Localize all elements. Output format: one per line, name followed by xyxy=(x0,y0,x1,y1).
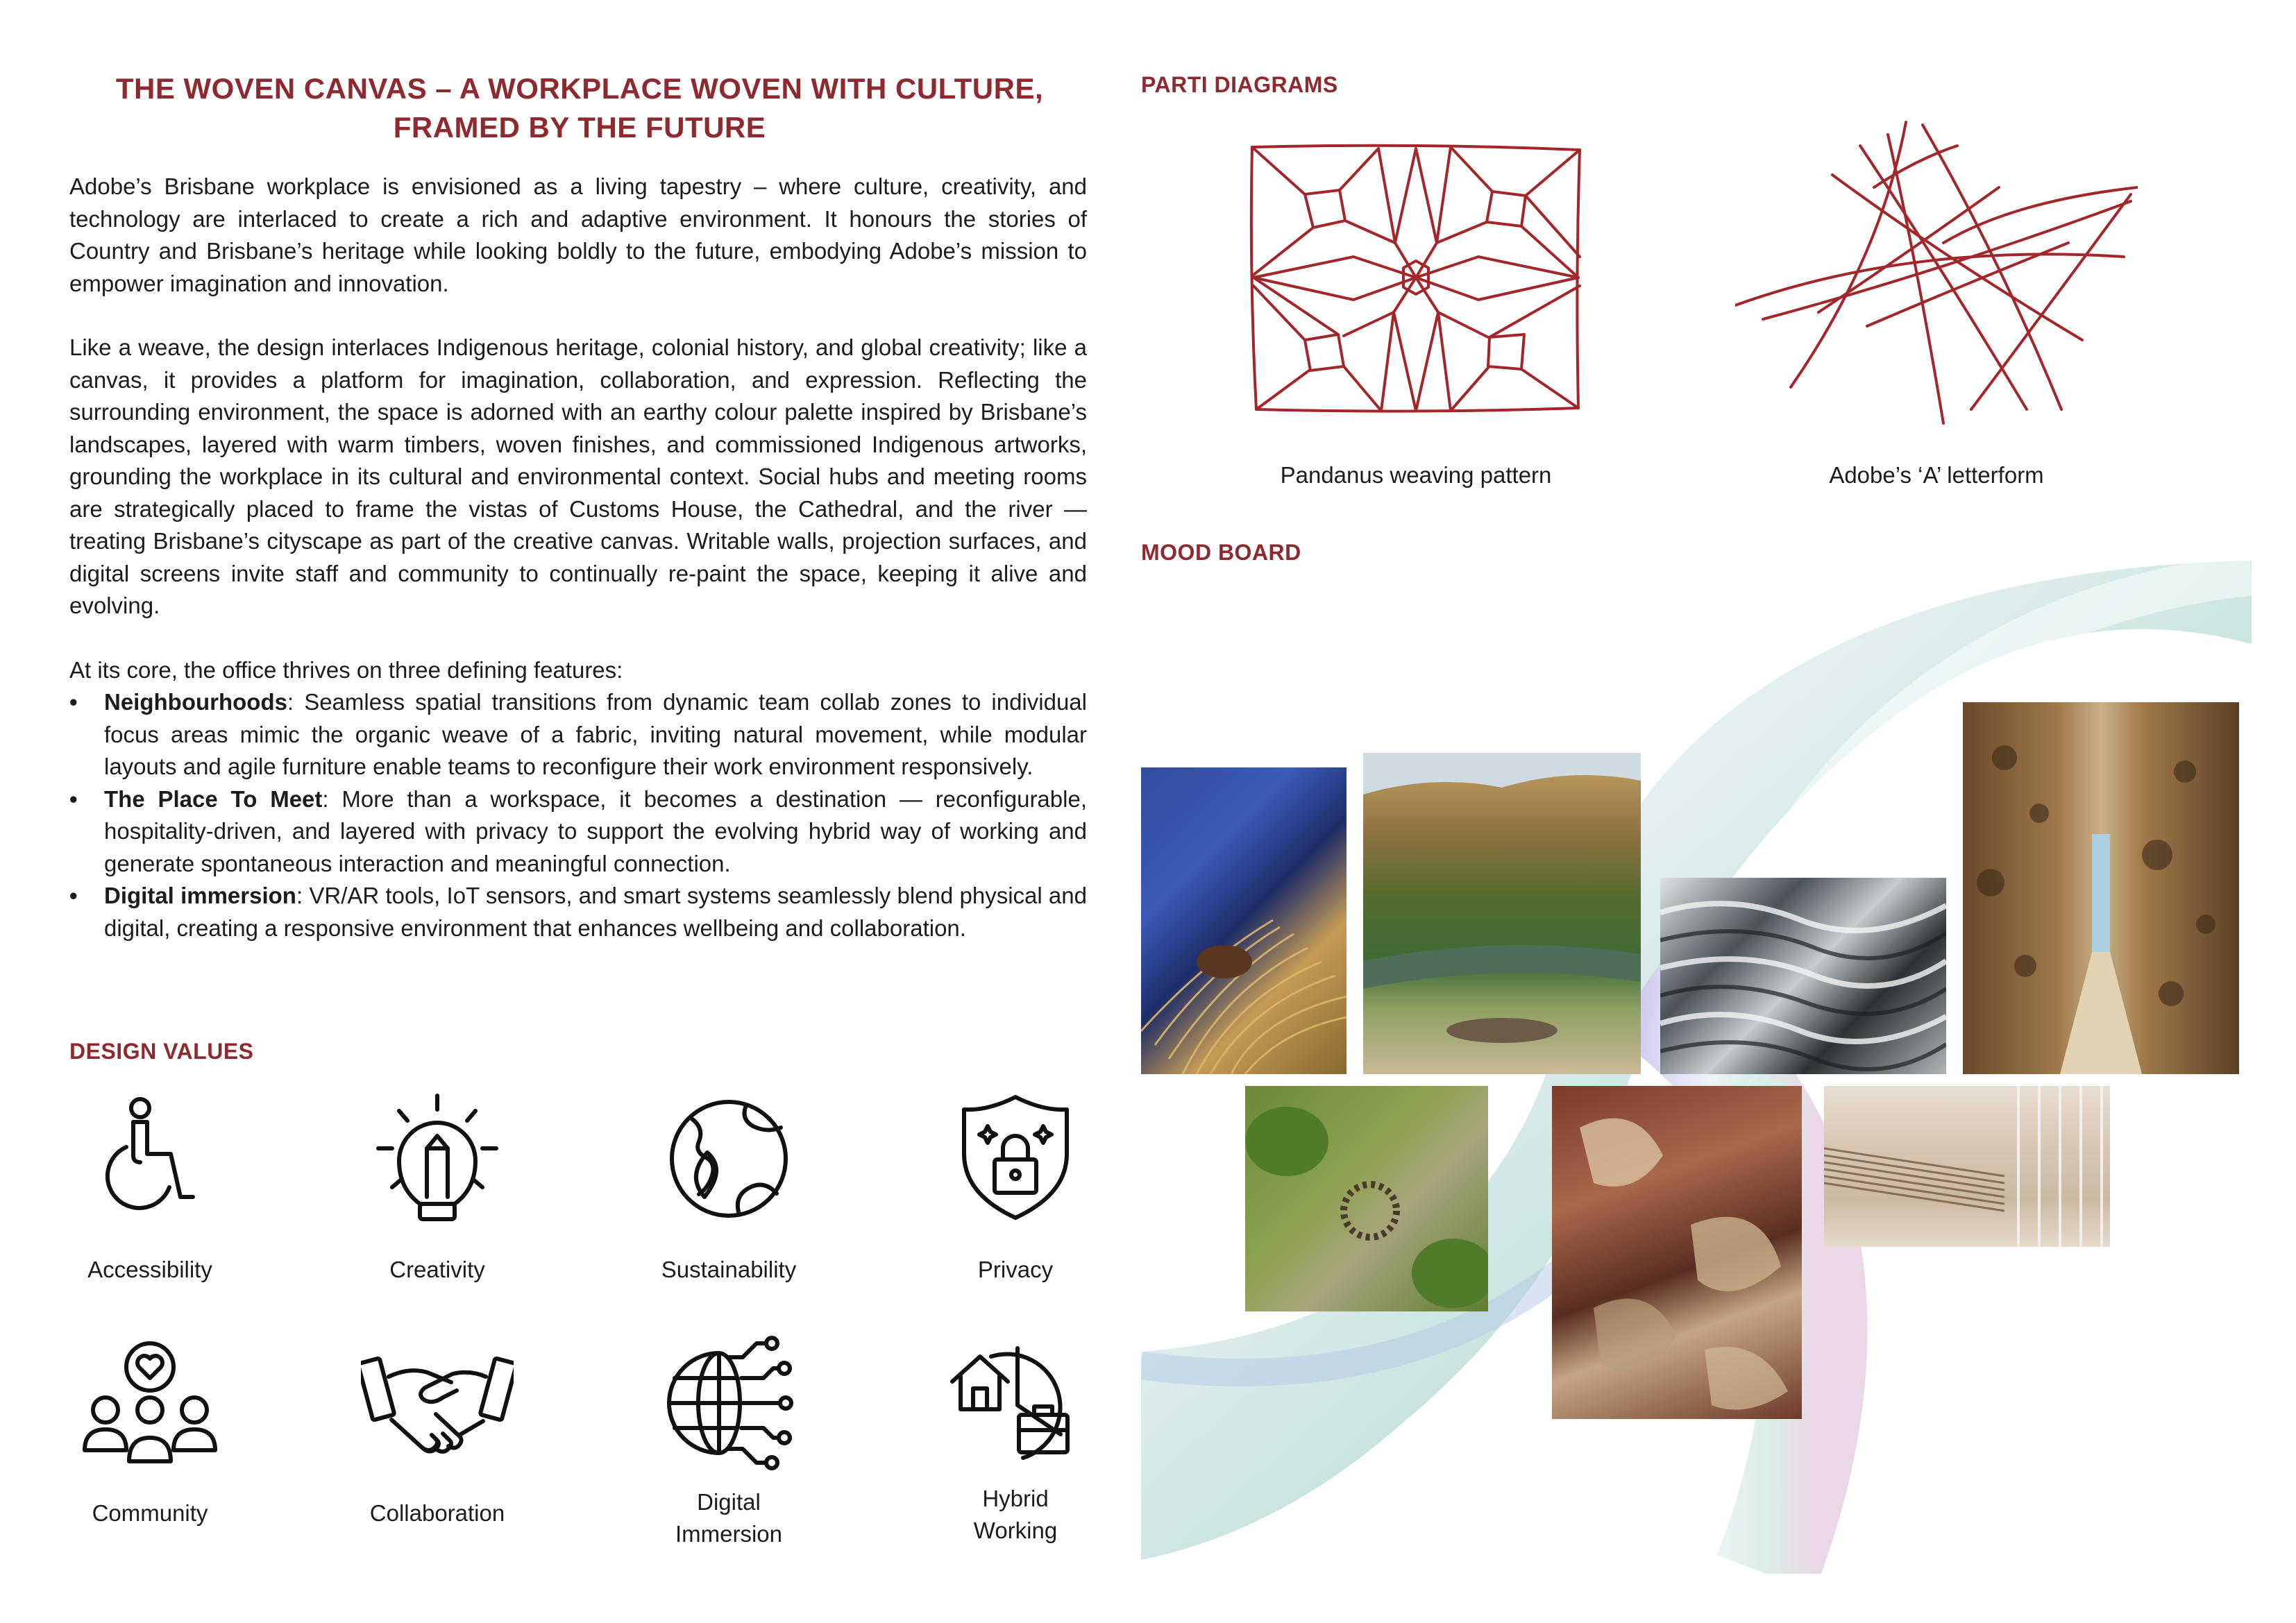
weaving-hands-photo xyxy=(1141,767,1347,1074)
feature-item xyxy=(69,880,1087,944)
bullet: • xyxy=(69,883,78,908)
value-sustainability xyxy=(625,1093,833,1286)
gorge-landscape-photo xyxy=(1363,753,1641,1074)
value-label: Privacy xyxy=(977,1257,1054,1282)
feature-item xyxy=(69,783,1087,881)
feature-name: The Place To Meet xyxy=(104,785,323,812)
feature-name: Neighbourhoods xyxy=(104,689,287,715)
handshake-icon xyxy=(361,1339,514,1464)
loom-threads xyxy=(1824,1086,2110,1247)
value-label: Sustainability xyxy=(661,1257,797,1282)
intro-text xyxy=(69,171,1087,944)
value-hybrid-working xyxy=(911,1343,1120,1547)
value-privacy xyxy=(911,1093,1120,1286)
value-accessibility xyxy=(46,1093,254,1286)
value-label-line-1: Hybrid xyxy=(982,1486,1049,1511)
value-label: Accessibility xyxy=(87,1257,212,1282)
pandanus-weaving-diagram xyxy=(1242,139,1589,416)
feature-text: : Seamless spatial transitions from dynamic team collab zones to individual focus areas mimic the organic weave of a fabric, inviting natural movement, while modular layouts and agile furniture enable teams to reconfigure their work environment responsively. xyxy=(104,689,1087,779)
feature-item xyxy=(69,686,1087,783)
value-label xyxy=(911,1483,1120,1547)
value-digital-immersion xyxy=(625,1332,833,1550)
value-label-line-1: Digital xyxy=(697,1489,761,1515)
globe-leaf-icon xyxy=(663,1093,795,1225)
title-line-1: THE WOVEN CANVAS – A WORKPLACE WOVEN WITH CULTURE, xyxy=(115,72,1044,105)
intro-paragraph-1: Adobe’s Brisbane workplace is envisioned as a living tapestry – where culture, creativity, and technology are interlaced to create a rich and adaptive environment. It honours the stories of Country and Brisbane’s heritage while looking boldly to the future, embodying Adobe’s mission to empower imagination and innovation. xyxy=(69,173,1087,296)
sandstone-slot-photo xyxy=(1963,702,2239,1074)
feature-text: : More than a workspace, it becomes a destination — reconfigurable, hospitality-driven, and layered with privacy to support the evolving hybrid way of working and generate spontaneous interaction and meaningful connection. xyxy=(104,785,1087,876)
intro-paragraph-3: At its core, the office thrives on three defining features: xyxy=(69,656,623,683)
value-label: Community xyxy=(92,1500,208,1526)
value-label xyxy=(625,1486,833,1550)
aerial-circle xyxy=(1245,1086,1488,1311)
value-community xyxy=(46,1339,254,1529)
reflection-ripples xyxy=(1660,878,1946,1074)
parti-caption-1: Pandanus weaving pattern xyxy=(1280,462,1552,488)
bullet: • xyxy=(69,689,78,715)
feature-name: Digital immersion xyxy=(104,883,296,908)
home-office-icon xyxy=(949,1343,1081,1461)
gorge-shapes xyxy=(1363,753,1641,1074)
bark-texture-photo xyxy=(1552,1086,1802,1419)
features-list xyxy=(69,686,1087,944)
value-creativity xyxy=(333,1093,541,1286)
weaving-strands xyxy=(1141,767,1347,1074)
slot-opening xyxy=(1963,702,2239,1074)
parti-caption-2: Adobe’s ‘A’ letterform xyxy=(1829,462,2044,488)
loom-threads-photo xyxy=(1824,1086,2110,1247)
bullet: • xyxy=(69,785,78,812)
feature-text: : VR/AR tools, IoT sensors, and smart systems seamlessly blend physical and digital, creating a responsive environment that enhances wellbeing and collaboration. xyxy=(104,883,1087,941)
page-title xyxy=(69,69,1090,147)
digital-globe-icon xyxy=(659,1332,798,1471)
aerial-circle-photo xyxy=(1245,1086,1488,1311)
bark-patches xyxy=(1552,1086,1802,1419)
water-reflection-photo xyxy=(1660,878,1946,1074)
title-line-2: FRAMED BY THE FUTURE xyxy=(393,111,766,144)
adobe-a-letterform-diagram xyxy=(1735,118,2138,437)
value-label: Creativity xyxy=(389,1257,485,1282)
value-label: Collaboration xyxy=(369,1500,505,1526)
wheelchair-icon xyxy=(94,1093,205,1225)
shield-lock-icon xyxy=(960,1093,1071,1225)
value-collaboration xyxy=(333,1339,541,1529)
value-label-line-2: Immersion xyxy=(675,1521,783,1547)
mood-board-heading: MOOD BOARD xyxy=(1141,540,1301,565)
value-label-line-2: Working xyxy=(973,1518,1058,1543)
community-heart-icon xyxy=(81,1339,219,1464)
intro-paragraph-2: Like a weave, the design interlaces Indigenous heritage, colonial history, and global creativity; like a canvas, it provides a platform for imagination, collaboration, and expression. Reflecting the surrounding environment, the space is adorned with an earthy colour palette inspired by Brisbane’s landscapes, layered with warm timbers, woven finishes, and commissioned Indigenous artworks, grounding the workplace in its cultural and environmental context. Social hubs and meeting rooms are strategically placed to frame the vistas of Customs House, the Cathedral, and the river — treating Brisbane’s cityscape as part of the creative canvas. Writable walls, projection surfaces, and digital screens invite staff and community to continually re-paint the space, keeping it alive and evolving. xyxy=(69,334,1087,618)
design-values-heading: DESIGN VALUES xyxy=(69,1039,254,1064)
lightbulb-pencil-icon xyxy=(371,1093,503,1225)
parti-heading: PARTI DIAGRAMS xyxy=(1141,72,1338,97)
